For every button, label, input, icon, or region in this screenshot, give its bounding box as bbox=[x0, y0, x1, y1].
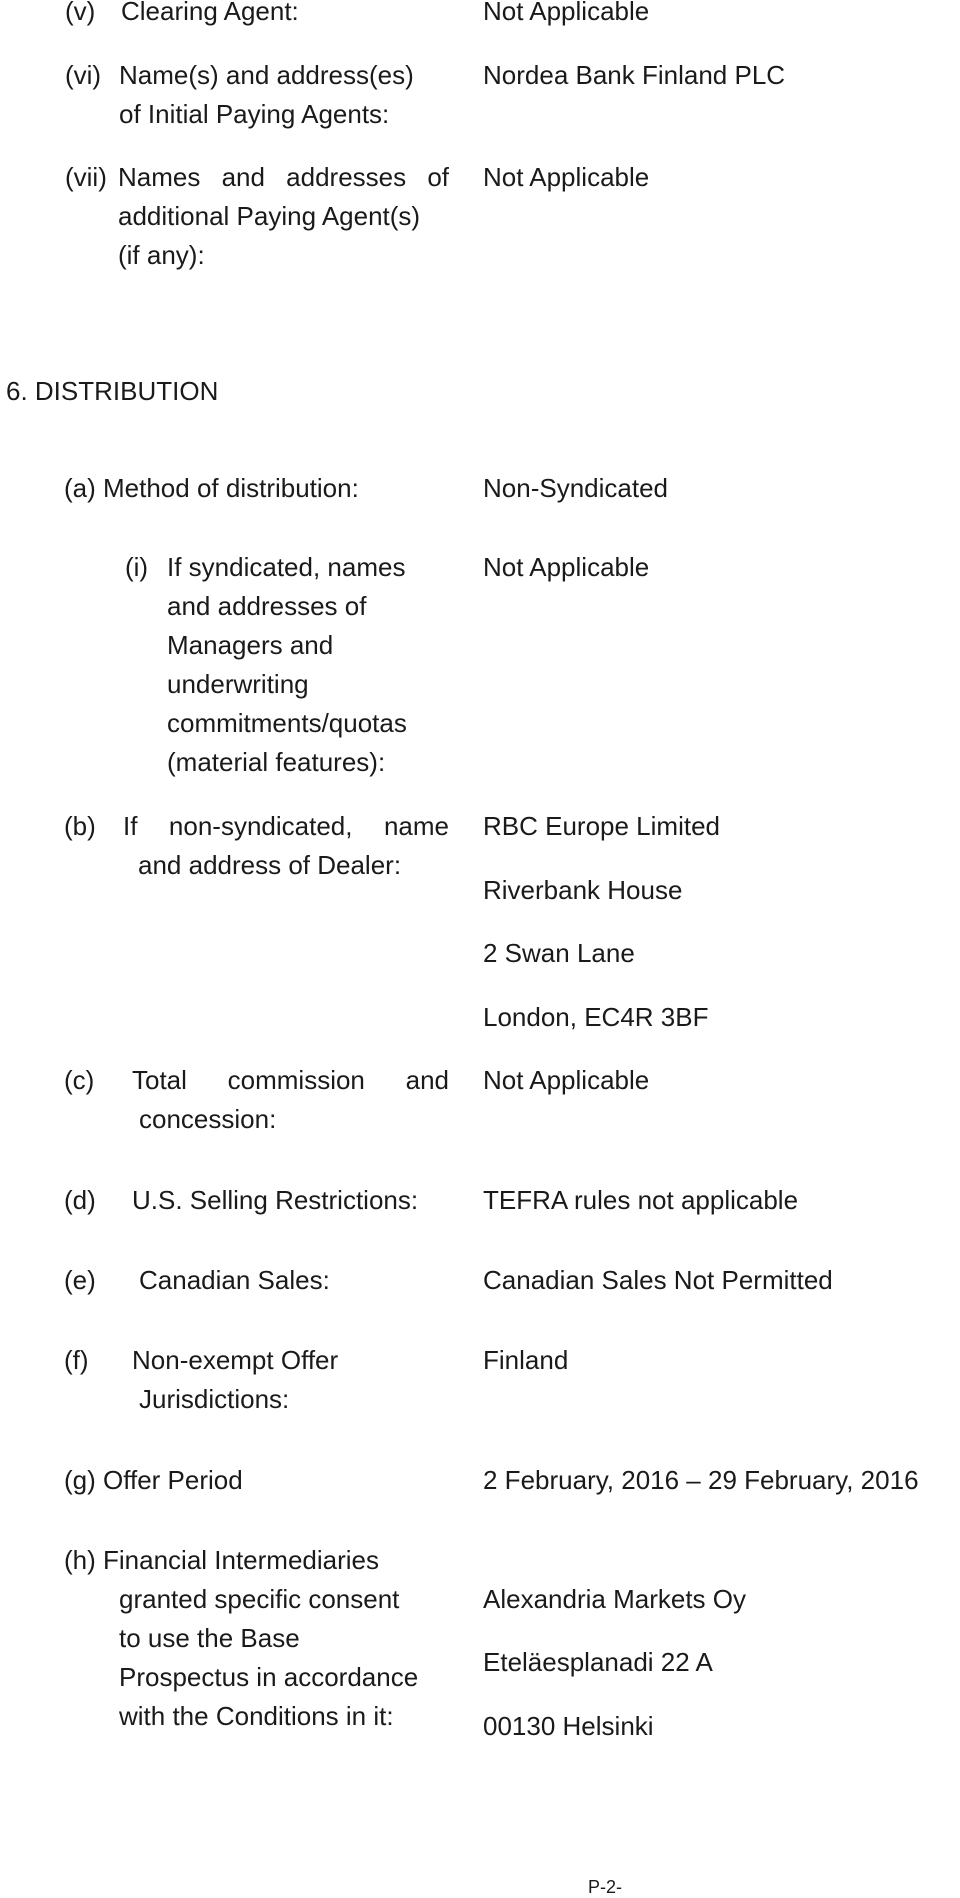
item-b-value-line: RBC Europe Limited bbox=[483, 811, 720, 841]
item-a-i-value: Not Applicable bbox=[483, 552, 650, 582]
item-a-i-label-line: (material features): bbox=[167, 747, 386, 777]
item-vi-label-line: of Initial Paying Agents: bbox=[119, 99, 390, 129]
item-b-value-line: Riverbank House bbox=[483, 875, 683, 905]
item-v-value: Not Applicable bbox=[483, 0, 650, 26]
item-vi-value: Nordea Bank Finland PLC bbox=[483, 60, 786, 90]
section-heading: 6. DISTRIBUTION bbox=[6, 376, 219, 406]
item-h-label-line: (h) Financial Intermediaries bbox=[64, 1545, 380, 1575]
item-g-label: (g) Offer Period bbox=[64, 1465, 243, 1495]
item-b-value-line: 2 Swan Lane bbox=[483, 938, 635, 968]
item-vi-number: (vi) bbox=[65, 60, 102, 90]
item-vii-label-line: Names and addresses of bbox=[118, 162, 449, 192]
page-number: P-2- bbox=[588, 1877, 623, 1897]
item-e-label: Canadian Sales: bbox=[139, 1265, 330, 1295]
item-vii-label-line: additional Paying Agent(s) bbox=[118, 201, 421, 231]
item-a-i-number: (i) bbox=[125, 552, 149, 582]
item-b-label-line: If non-syndicated, name bbox=[123, 811, 449, 841]
item-c-label-line: concession: bbox=[139, 1104, 277, 1134]
item-h-label-line: Prospectus in accordance bbox=[119, 1662, 419, 1692]
item-a-i-label-line: Managers and bbox=[167, 630, 334, 660]
item-b-label-line: and address of Dealer: bbox=[138, 850, 402, 880]
item-a-label: (a) Method of distribution: bbox=[64, 473, 359, 503]
item-v-label: Clearing Agent: bbox=[121, 0, 299, 26]
item-c-value: Not Applicable bbox=[483, 1065, 650, 1095]
item-a-i-label-line: and addresses of bbox=[167, 591, 367, 621]
item-c-label-line: Total commission and bbox=[132, 1065, 449, 1095]
item-h-value-line: Alexandria Markets Oy bbox=[483, 1584, 746, 1614]
item-v-number: (v) bbox=[65, 0, 96, 26]
item-a-i-label-line: If syndicated, names bbox=[167, 552, 406, 582]
item-d-number: (d) bbox=[64, 1185, 96, 1215]
item-h-label-line: with the Conditions in it: bbox=[119, 1701, 394, 1731]
item-g-value: 2 February, 2016 – 29 February, 2016 bbox=[483, 1465, 919, 1495]
item-f-label-line: Non-exempt Offer bbox=[132, 1345, 339, 1375]
item-a-i-label-line: commitments/quotas bbox=[167, 708, 407, 738]
item-h-value-line: 00130 Helsinki bbox=[483, 1711, 654, 1741]
item-f-value: Finland bbox=[483, 1345, 569, 1375]
item-h-value-line: Eteläesplanadi 22 A bbox=[483, 1647, 713, 1677]
item-f-label-line: Jurisdictions: bbox=[139, 1384, 290, 1414]
item-d-value: TEFRA rules not applicable bbox=[483, 1185, 799, 1215]
item-b-value-line: London, EC4R 3BF bbox=[483, 1002, 709, 1032]
item-vii-number: (vii) bbox=[65, 162, 107, 192]
item-b-number: (b) bbox=[64, 811, 96, 841]
item-a-i-label-line: underwriting bbox=[167, 669, 309, 699]
item-a-value: Non-Syndicated bbox=[483, 473, 668, 503]
item-vii-value: Not Applicable bbox=[483, 162, 650, 192]
item-f-number: (f) bbox=[64, 1345, 89, 1375]
item-e-number: (e) bbox=[64, 1265, 96, 1295]
item-vi-label-line: Name(s) and address(es) bbox=[119, 60, 414, 90]
item-c-number: (c) bbox=[64, 1065, 95, 1095]
item-h-label-line: granted specific consent bbox=[119, 1584, 400, 1614]
item-h-label-line: to use the Base bbox=[119, 1623, 300, 1653]
item-vii-label-line: (if any): bbox=[118, 240, 205, 270]
item-e-value: Canadian Sales Not Permitted bbox=[483, 1265, 833, 1295]
item-d-label: U.S. Selling Restrictions: bbox=[132, 1185, 419, 1215]
